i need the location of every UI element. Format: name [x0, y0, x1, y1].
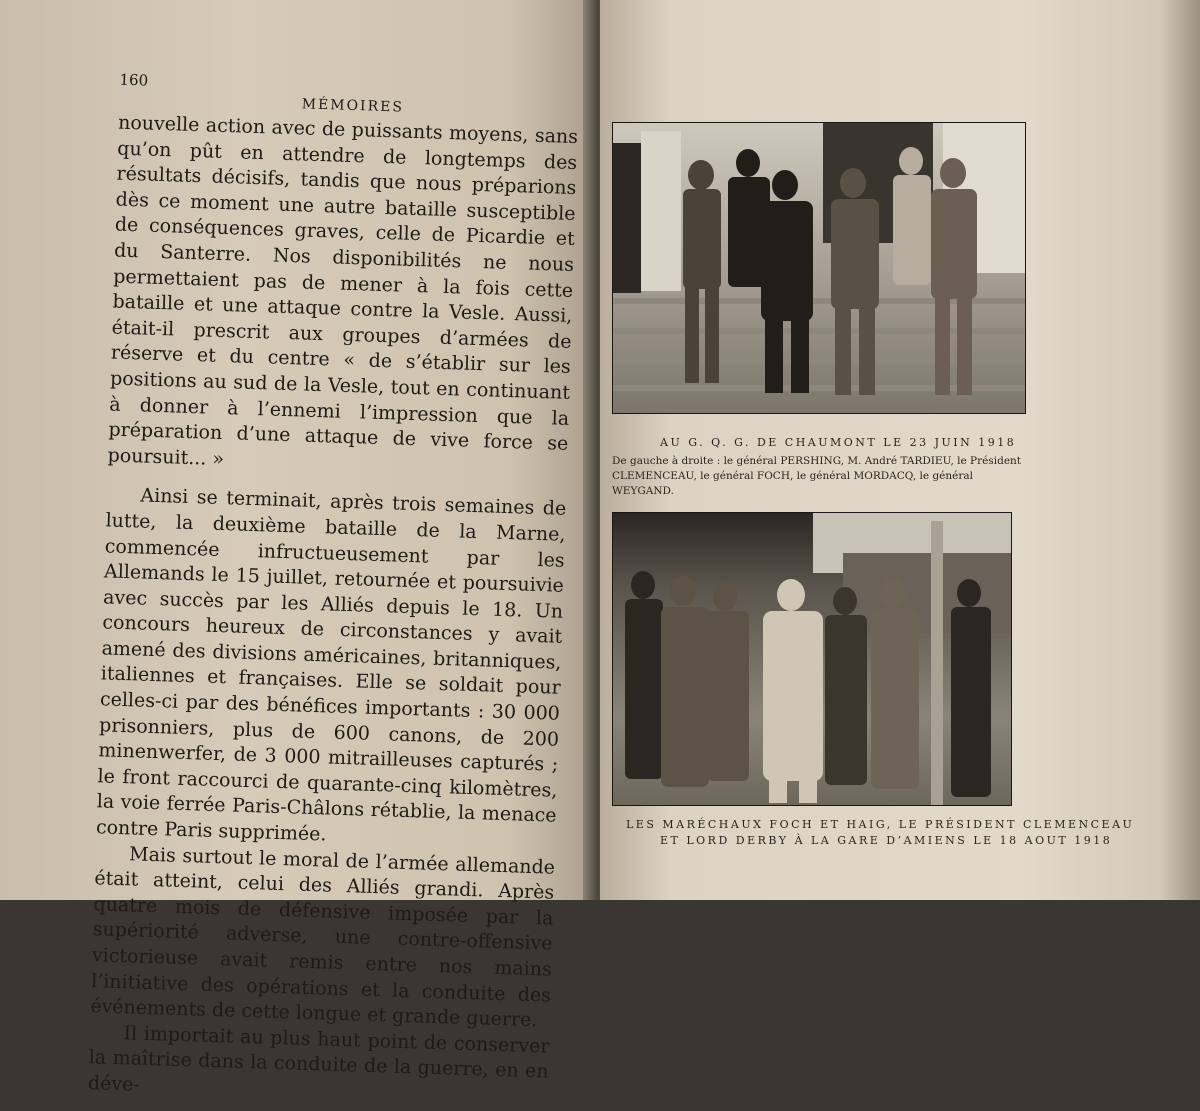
paragraph-4: Il importait au plus haut point de conserver la maîtrise dans la conduite de la guerre, en en déve- [87, 1022, 550, 1096]
photo-chaumont-caption-title: AU G. Q. G. DE CHAUMONT LE 23 JUIN 1918 [660, 436, 1017, 449]
photo-chaumont [612, 122, 1026, 414]
photo-chaumont-caption-text: De gauche à droite : le général PERSHING, M. André TARDIEU, le Président CLEMENCEAU, le général FOCH, le général MORDACQ, le général WEYGAND. [612, 455, 1022, 497]
photo-amiens-caption-line-1: LES MARÉCHAUX FOCH ET HAIG, LE PRÉSIDENT CLEMENCEAU [626, 818, 1135, 831]
photo-amiens [612, 512, 1012, 806]
paragraph-2: Ainsi se terminait, après trois semaines de lutte, la deuxième bataille de la Marne, commencée infructueusement par les Allemands le 15 juillet, retournée et poursuivie avec succès par les Alliés depuis le 18. Un concours heureux de circonstances y avait amené des divisions américaines, britanniques, italiennes et françaises. Elle se soldait pour celles-ci par des bénéfices importants : 30 000 prisonniers, plus de 600 canons, de 200 minenwerfer, de 3 000 mitrailleuses capturés ; le front raccourci de quarante-cinq kilomètres, la voie ferrée Paris-Châlons rétablie, la menace contre Paris supprimée. [95, 484, 567, 846]
photo-amiens-image [613, 513, 1011, 805]
paragraph-3: Mais surtout le moral de l’armée allemande était atteint, celui des Alliés grandi. Après quatre mois de défensive imposée par la supériorité adverse, une contre-offensive victorieuse avait remis entre nos mains l’initiative des opérations et la conduite des événements de cette longue et grande guerre. [90, 842, 556, 1032]
left-page [0, 0, 598, 1096]
photo-chaumont-image [613, 123, 1025, 413]
paragraph-1: nouvelle action avec de puissants moyens, sans qu’on pût en attendre de longtemps des résultats décisifs, tandis que nous préparions dès ce moment une autre bataille susceptible de conséquences graves, celle de Picardie et du Santerre. Nos disponibilités ne nous permettaient pas de mener à la fois cette bataille et une attaque contre la Vesle. Aussi, était-il prescrit aux groupes d’armées de réserve et du centre « de s’établir sur les positions au sud de la Vesle, tout en continuant à donner à l’ennemi l’impression que la préparation d’une attaque de vive force se poursuit... » [107, 111, 579, 470]
photo-amiens-caption-line-2: ET LORD DERBY À LA GARE D’AMIENS LE 18 AOUT 1918 [660, 834, 1113, 847]
running-head: MÉMOIRES [301, 96, 405, 116]
left-page-text [68, 64, 580, 1111]
page-number: 160 [119, 70, 149, 90]
